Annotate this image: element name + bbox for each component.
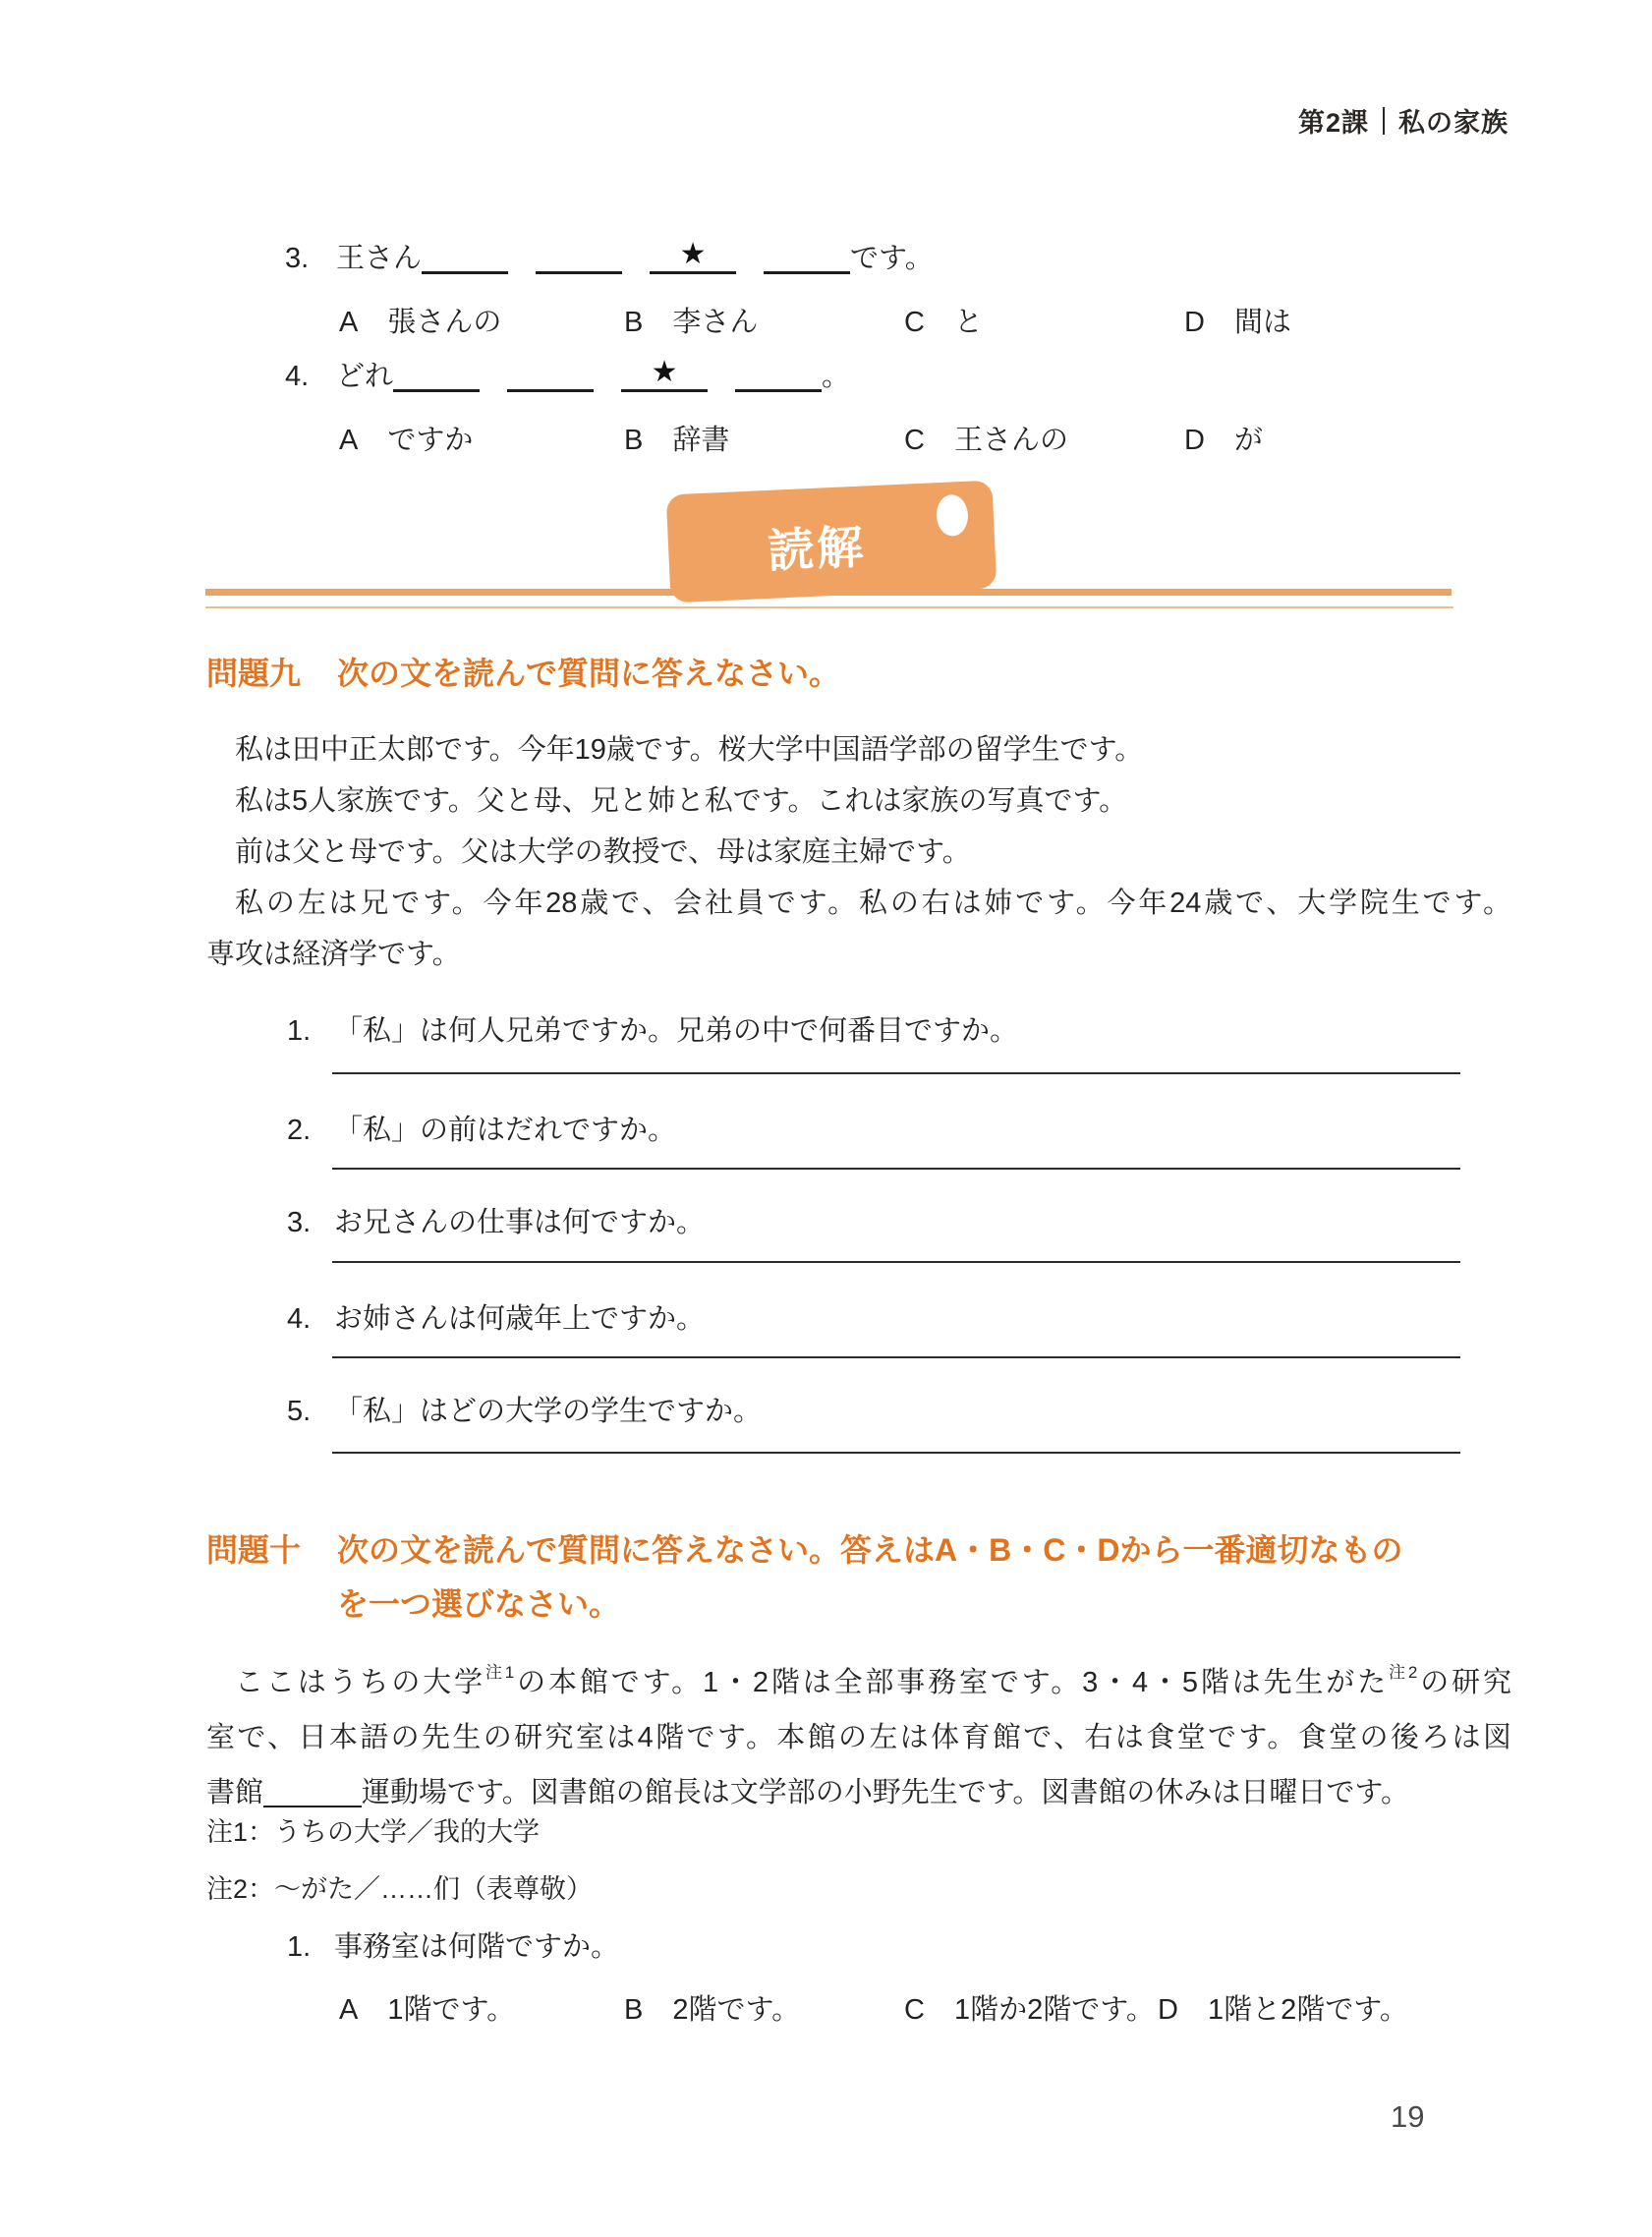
fill-question-4-options [0, 418, 1652, 461]
running-header [1298, 101, 1509, 140]
passage-blank [263, 1780, 362, 1807]
blank-2 [536, 242, 622, 274]
option-d: D 1階と2階です。 [1158, 1994, 1408, 2026]
answer-line-4 [332, 1356, 1460, 1358]
mondai9-passage [206, 724, 1511, 980]
answer-line-1 [332, 1072, 1460, 1074]
option-c: C と [904, 307, 983, 338]
star-mark: ★ [651, 356, 678, 388]
section-tab [666, 481, 997, 603]
blank-2 [507, 360, 594, 392]
footnote-1: 注1：うちの大学／我的大学 [206, 1817, 541, 1847]
blank-4 [735, 360, 822, 392]
passage-line: 私の左は兄です。今年28歳で、会社員です。私の右は姉です。今年24歳で、大学院生です。 [235, 888, 1511, 919]
mondai9-question-2: 2. 「私」の前はだれですか。 [287, 1115, 677, 1146]
mondai9-question-5: 5. 「私」はどの大学の学生ですか。 [287, 1396, 763, 1427]
blank-1 [422, 242, 508, 274]
option-a: A 1階です。 [339, 1994, 516, 2026]
mondai10-instruction-line2: を一つ選びなさい。 [337, 1586, 621, 1622]
option-c: C 王さんの [904, 425, 1068, 456]
mondai10-instruction-line1: 次の文を読んで質問に答えなさい。答えはA・B・C・Dから一番適切なもの [337, 1532, 1403, 1568]
mondai10-question-1-options [0, 1987, 1652, 2031]
blank-1 [393, 360, 480, 392]
passage-line: ここはうちの大学$^{注1}$の本館です。1・2階は全部事務室です。3・4・5階は先生がた$^{注2}$の研究 [235, 1663, 1511, 1698]
option-b: B 李さん [624, 307, 759, 338]
star-mark: ★ [679, 238, 707, 270]
question-suffix: です。 [850, 243, 934, 274]
mondai9-question-3: 3. お兄さんの仕事は何ですか。 [287, 1207, 706, 1238]
answer-line-3 [332, 1261, 1460, 1263]
footnote-2: 注2：～がた／……们（表尊敬） [206, 1874, 594, 1904]
mondai9-label: 問題九 [206, 656, 302, 691]
passage-line: 私は5人家族です。父と母、兄と姉と私です。これは家族の写真です。 [235, 785, 1128, 817]
blank-3-star [650, 238, 736, 274]
header-divider [1383, 107, 1385, 135]
note-ref-1: 注1 [484, 1663, 515, 1682]
passage-line: 専攻は経済学です。 [206, 939, 461, 970]
mondai10-label: 問題十 [206, 1532, 302, 1568]
option-a: A ですか [339, 425, 474, 456]
mondai9-question-1: 1. 「私」は何人兄弟ですか。兄弟の中で何番目ですか。 [287, 1015, 1019, 1047]
blank-4 [764, 242, 850, 274]
blank-3-star [621, 356, 708, 392]
fill-question-3-options [0, 300, 1652, 343]
question-number: 4. [285, 361, 310, 392]
answer-line-5 [332, 1452, 1460, 1454]
passage-line: 室で、日本語の先生の研究室は4階です。本館の左は体育館で、右は食堂です。食堂の後ろは図 [206, 1722, 1511, 1753]
chapter-number: 第2課 [1297, 108, 1369, 138]
section-rule-thin [205, 606, 1453, 608]
fill-question-3 [285, 236, 934, 276]
passage-line: 私は田中正太郎です。今年19歳です。桜大学中国語学部の留学生です。 [235, 734, 1144, 766]
mondai10-passage [206, 1655, 1511, 1820]
passage-line: 書館 運動場です。図書館の館長は文学部の小野先生です。図書館の休みは日曜日です。 [206, 1777, 1410, 1808]
option-a: A 張さんの [339, 307, 502, 338]
question-prefix: どれ [336, 361, 394, 392]
fill-question-4 [285, 354, 850, 394]
question-suffix: 。 [822, 361, 851, 392]
option-c: C 1階か2階です。 [904, 1994, 1155, 2026]
mondai10-question-1: 1. 事務室は何階ですか。 [287, 1931, 620, 1963]
option-d: D が [1184, 425, 1263, 456]
mondai9-question-4: 4. お姉さんは何歳年上ですか。 [287, 1303, 706, 1335]
chapter-title: 私の家族 [1398, 108, 1509, 138]
mondai9-instruction: 次の文を読んで質問に答えなさい。 [337, 656, 841, 691]
question-prefix: 王さん [336, 243, 423, 274]
option-b: B 辞書 [624, 425, 730, 456]
tab-hole-icon [936, 494, 969, 537]
question-number: 3. [285, 243, 310, 274]
note-ref-2: 注2 [1389, 1663, 1418, 1682]
answer-line-2 [332, 1168, 1460, 1170]
passage-line: 前は父と母です。父は大学の教授で、母は家庭主婦です。 [235, 836, 971, 868]
option-b: B 2階です。 [624, 1994, 801, 2026]
page-number: 19 [1391, 2099, 1425, 2134]
section-tab-label: 読解 [767, 519, 868, 577]
option-d: D 間は [1184, 307, 1291, 338]
